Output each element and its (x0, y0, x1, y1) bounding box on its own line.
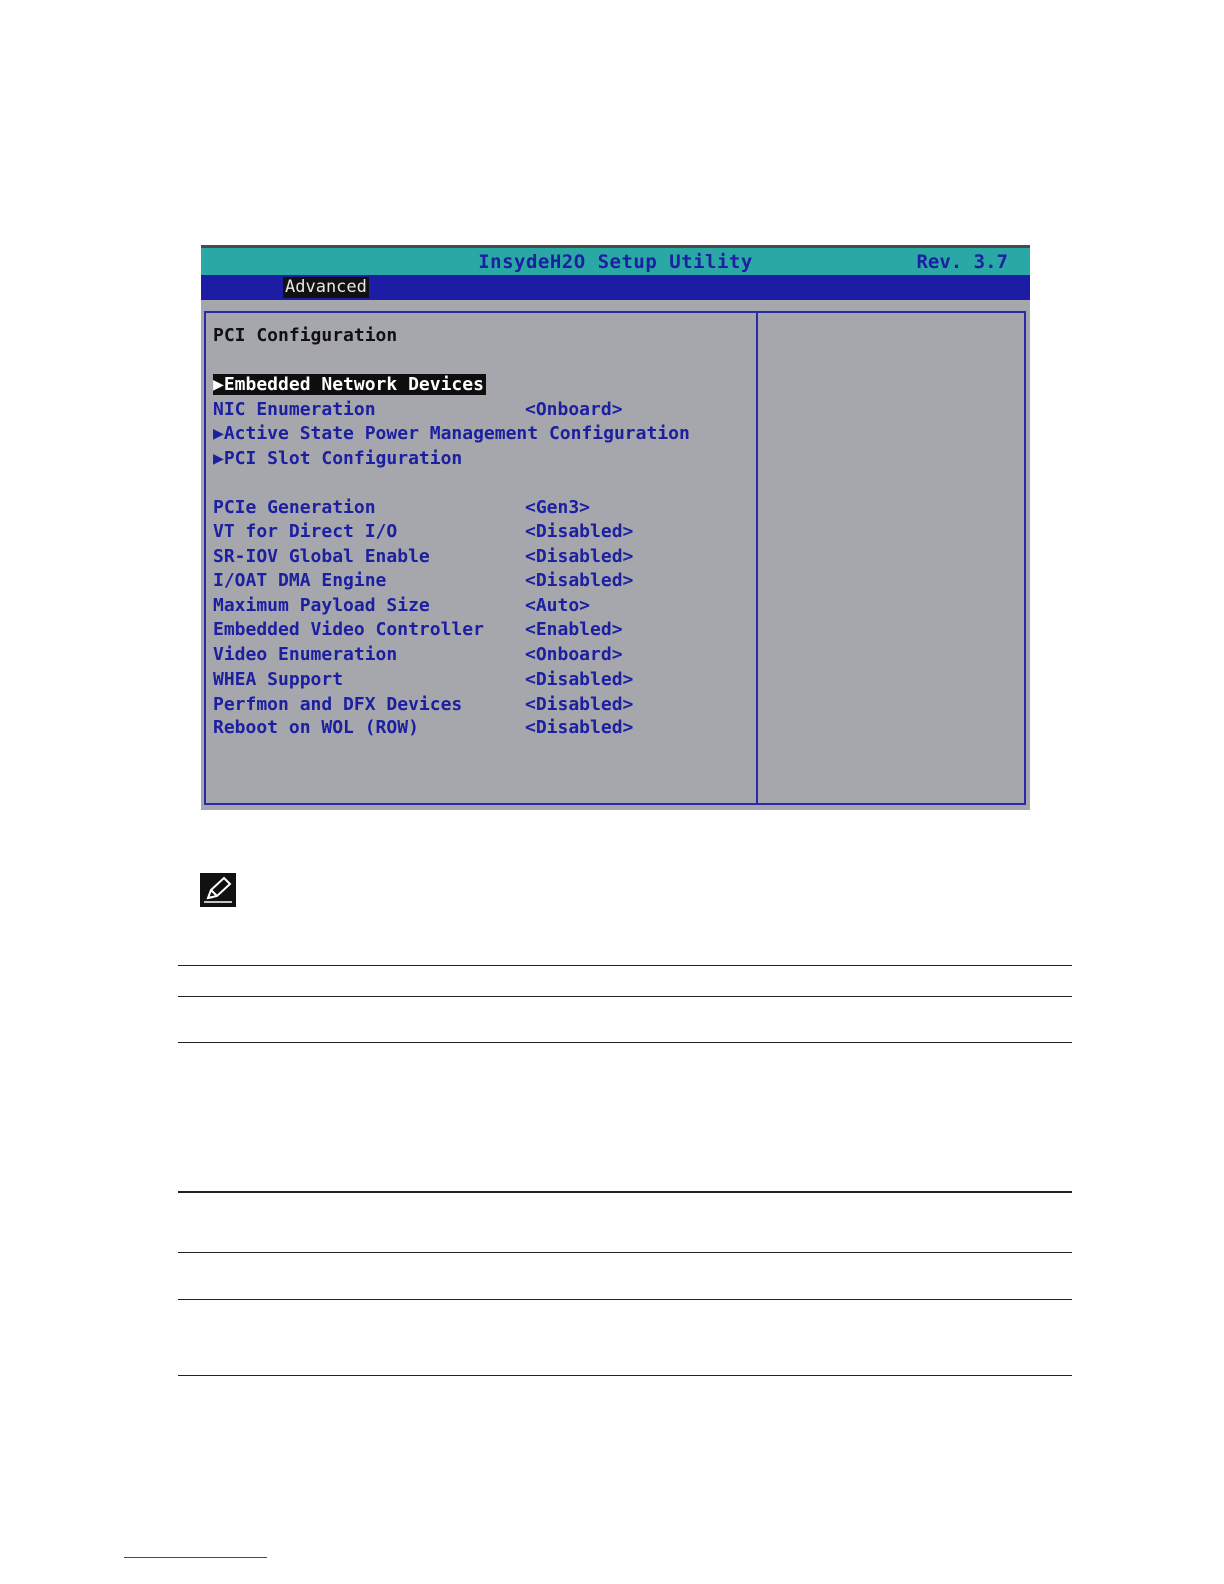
bios-item-pcie-generation[interactable] (213, 497, 753, 521)
bios-item-nic-enumeration[interactable] (213, 399, 753, 423)
bios-item-label: NIC Enumeration (213, 399, 376, 420)
bios-title: InsydeH2O Setup Utility (478, 251, 753, 273)
table-rule (178, 1252, 1072, 1253)
bios-item-embedded-video-controller[interactable] (213, 619, 753, 643)
footnote-separator (124, 1557, 267, 1558)
bios-item-pci-slot-configuration[interactable] (213, 448, 753, 472)
bios-item-value: <Gen3> (525, 497, 591, 518)
table-rule (178, 965, 1072, 966)
bios-item-embedded-network-devices[interactable] (213, 374, 753, 398)
table-rule (178, 1191, 1072, 1193)
bios-item-value: <Onboard> (525, 644, 623, 665)
bios-item-label: Reboot on WOL (ROW) (213, 717, 419, 738)
bios-setup-screen (201, 245, 1030, 810)
bios-item-value: <Disabled> (525, 669, 634, 690)
bios-item-ioat-dma-engine[interactable] (213, 570, 753, 594)
bios-item-whea-support[interactable] (213, 669, 753, 693)
bios-item-maximum-payload-size[interactable] (213, 595, 753, 619)
table-rule (178, 1375, 1072, 1376)
bios-help-panel-divider (756, 313, 758, 803)
bios-item-value: <Onboard> (525, 399, 623, 420)
bios-title-bar (201, 245, 1030, 275)
bios-item-value: <Disabled> (525, 546, 634, 567)
bios-item-label: PCIe Generation (213, 497, 376, 518)
bios-item-value: <Disabled> (525, 694, 634, 715)
bios-item-vt-direct-io[interactable] (213, 521, 753, 545)
bios-item-label: ▶Embedded Network Devices (213, 374, 484, 395)
bios-item-label: ▶PCI Slot Configuration (213, 448, 463, 469)
bios-item-value: <Disabled> (525, 717, 634, 738)
bios-item-aspm-configuration[interactable] (213, 423, 753, 447)
bios-item-value: <Disabled> (525, 521, 634, 542)
bios-item-label: WHEA Support (213, 669, 344, 690)
bios-item-reboot-on-wol[interactable] (213, 717, 753, 741)
bios-item-video-enumeration[interactable] (213, 644, 753, 668)
bios-menu-bar (201, 275, 1030, 300)
bios-item-label: I/OAT DMA Engine (213, 570, 387, 591)
bios-item-label: Perfmon and DFX Devices (213, 694, 463, 715)
bios-item-value: <Auto> (525, 595, 591, 616)
table-rule (178, 1042, 1072, 1043)
bios-item-label: Video Enumeration (213, 644, 398, 665)
bios-item-value: <Enabled> (525, 619, 623, 640)
bios-item-value: <Disabled> (525, 570, 634, 591)
bios-revision: Rev. 3.7 (916, 251, 1008, 273)
bios-item-label: Embedded Video Controller (213, 619, 484, 640)
table-rule (178, 1299, 1072, 1300)
bios-item-sr-iov-global-enable[interactable] (213, 546, 753, 570)
bios-item-perfmon-dfx-devices[interactable] (213, 694, 753, 718)
section-heading: PCI Configuration (213, 325, 398, 346)
tab-advanced[interactable]: Advanced (285, 277, 367, 297)
bios-item-label: Maximum Payload Size (213, 595, 430, 616)
table-rule (178, 996, 1072, 997)
pencil-note-icon (200, 873, 236, 907)
bios-item-label: ▶Active State Power Management Configuration (213, 423, 690, 444)
bios-main-panel (204, 311, 1026, 805)
bios-item-label: VT for Direct I/O (213, 521, 398, 542)
bios-item-label: SR-IOV Global Enable (213, 546, 430, 567)
